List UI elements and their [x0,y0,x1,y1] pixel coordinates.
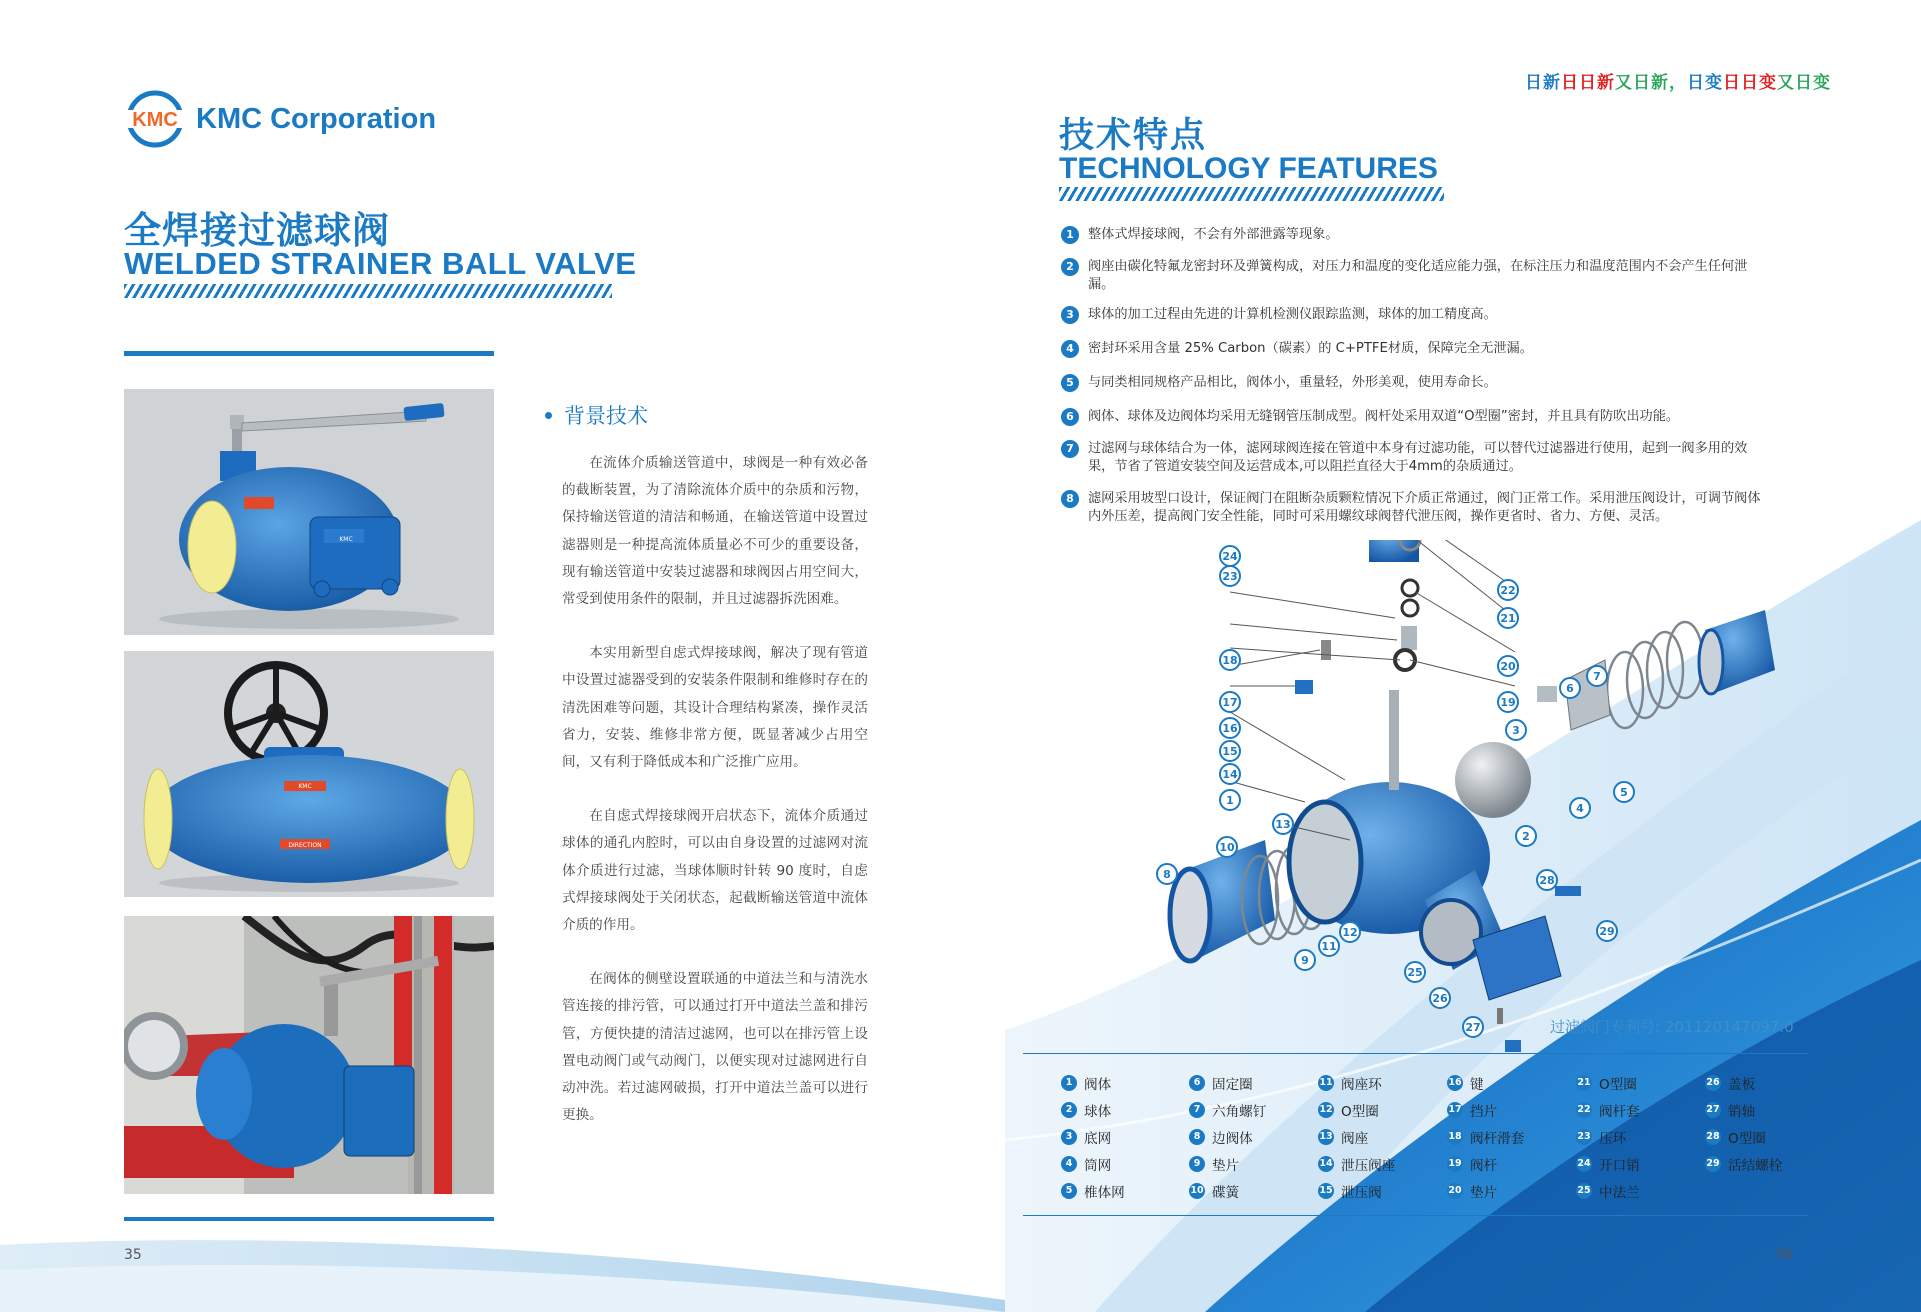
number-badge: 26 [1705,1075,1721,1091]
callout-marker: 17 [1219,691,1241,713]
number-badge: 22 [1576,1102,1592,1118]
paragraph: 在阀体的侧壁设置联通的中道法兰和与清洗水管连接的排污管，可以通过打开中道法兰盖和排污管，方便快捷的清洁过滤网，也可以在排污管上设置电动阀门或气动阀门，以便实现对过滤网进行自动冲洗。若过滤网破损，打开中道法兰盖可以进行更换。 [562,971,868,1124]
legend-item [1061,1069,1125,1096]
number-badge: 3 [1061,1129,1077,1145]
slogan-part: 日变 [1687,73,1723,93]
number-badge: 5 [1061,1183,1077,1199]
background-text [562,450,868,1156]
callout-marker: 10 [1216,836,1238,858]
part-name: 椎体网 [1084,1184,1125,1201]
paragraph: 在自虑式焊接球阀开启状态下，流体介质通过球体的通孔内腔时，可以由自身设置的过滤网对流体介质进行过滤，当球体顺时针转 90 度时，自虑式焊接球阀处于关闭状态，起截断输送管道中流体介质的作用。 [562,808,868,934]
legend-item [1318,1096,1395,1123]
callout-marker: 26 [1429,987,1451,1009]
part-name: 垫片 [1470,1184,1498,1201]
part-name: 盖板 [1728,1076,1756,1093]
number-badge: 24 [1576,1156,1592,1172]
right-page [1005,0,1921,1312]
number-badge: 6 [1061,408,1079,426]
legend-item [1189,1177,1266,1204]
number-badge: 15 [1318,1183,1334,1199]
slogan-part: 日日变 [1723,73,1777,93]
number-badge: 18 [1447,1129,1463,1145]
number-badge: 6 [1189,1075,1205,1091]
number-badge: 25 [1576,1183,1592,1199]
part-name: O型圈 [1341,1103,1379,1120]
callout-marker: 19 [1497,691,1519,713]
legend-column [1189,1069,1266,1204]
callout-marker: 21 [1497,607,1519,629]
legend-item [1705,1069,1782,1096]
section-rule [124,351,494,356]
patent-number: 过滤阀门专利号: 201120147097.0 [1550,1018,1794,1036]
product-photo-handwheel [124,651,494,897]
callout-marker: 20 [1497,655,1519,677]
number-badge: 11 [1318,1075,1334,1091]
number-badge: 27 [1705,1102,1721,1118]
direction-tag: KMC [339,536,353,543]
installation-photo [124,916,494,1194]
legend-item [1447,1069,1524,1096]
feature-item: 2 阀座由碳化特氟龙密封环及弹簧构成，对压力和温度的变化适应能力强，在标注压力和温度范围内不会产生任何泄漏。 [1061,258,1761,294]
kmc-tag: KMC [298,783,312,790]
legend-column [1705,1069,1782,1177]
background-section-heading [545,400,648,430]
part-name: 筒网 [1084,1157,1112,1174]
number-badge: 20 [1447,1183,1463,1199]
callout-marker: 22 [1497,579,1519,601]
part-name: 固定圈 [1212,1076,1253,1093]
callout-marker: 16 [1219,717,1241,739]
callout-marker: 14 [1219,763,1241,785]
number-badge: 28 [1705,1129,1721,1145]
part-name: 泄压阀座 [1341,1157,1396,1174]
number-badge: 4 [1061,1156,1077,1172]
part-name: 阀杆套 [1599,1103,1640,1120]
number-badge: 23 [1576,1129,1592,1145]
feature-item: 4 密封环采用含量 25% Carbon（碳素）的 C+PTFE材质，保障完全无泄漏。 [1061,340,1761,358]
product-photo-lever [124,389,494,635]
page-number: 35 [124,1247,142,1263]
part-name: 键 [1470,1076,1484,1093]
callout-marker: 15 [1219,740,1241,762]
feature-item: 3 球体的加工过程由先进的计算机检测仪跟踪监测，球体的加工精度高。 [1061,306,1761,324]
feature-item: 5 与同类相同规格产品相比，阀体小，重量轻，外形美观，使用寿命长。 [1061,374,1761,392]
legend-item [1318,1150,1395,1177]
callout-marker: 11 [1318,935,1340,957]
legend-item [1705,1123,1782,1150]
legend-item [1705,1096,1782,1123]
callout-marker: 13 [1272,813,1294,835]
slogan-part: 又日变 [1777,73,1831,93]
callout-marker: 5 [1613,781,1635,803]
callout-marker: 18 [1219,649,1241,671]
part-name: 六角螺钉 [1212,1103,1267,1120]
part-name: 垫片 [1212,1157,1240,1174]
direction-tag: DIRECTION [288,842,322,849]
paragraph: 在流体介质输送管道中，球阀是一种有效必备的截断装置，为了清除流体介质中的杂质和污物，保持输送管道的清洁和畅通，在输送管道中设置过滤器则是一种提高流体质量必不可少的重要设备，现有输送管道中安装过滤器和球阀因占用空间大，常受到使用条件的限制，并且过滤器拆洗困难。 [562,455,868,608]
legend-item [1576,1123,1640,1150]
feature-item: 7 过滤网与球体结合为一体，滤网球阀连接在管道中本身有过滤功能，可以替代过滤器进行使用，起到一阀多用的效果，节省了管道安装空间及运营成本,可以阻拦直径大于4mm的杂质通过。 [1061,440,1761,476]
number-badge: 13 [1318,1129,1334,1145]
number-badge: 29 [1705,1156,1721,1172]
callout-marker: 1 [1219,789,1241,811]
number-badge: 10 [1189,1183,1205,1199]
paragraph: 本实用新型自虑式焊接球阀，解决了现有管道中设置过滤器受到的安装条件限制和维修时存在的清洗困难等问题，其设计合理结构紧凑，操作灵活省力，安装、维修非常方便，既显著减少占用空间，又有利于降低成本和广泛推广应用。 [562,645,868,771]
legend-item [1447,1123,1524,1150]
number-badge: 7 [1189,1102,1205,1118]
callout-marker: 12 [1339,921,1361,943]
part-name: 阀体 [1084,1076,1112,1093]
slogan-part: 又日新， [1615,73,1687,93]
legend-item [1061,1150,1125,1177]
feature-item: 6 阀体、球体及边阀体均采用无缝钢管压制成型。阀杆处采用双道“O型圈”密封，并且具有防吹出功能。 [1061,408,1761,426]
callout-marker: 28 [1536,869,1558,891]
legend-column [1576,1069,1640,1204]
feature-item: 8 滤网采用坡型口设计，保证阀门在阻断杂质颗粒情况下介质正常通过，阀门正常工作。采用泄压阀设计，可调节阀体内外压差，提高阀门安全性能，同时可采用螺纹球阀替代泄压阀，操作更省时、省力、方便、灵活。 [1061,490,1761,526]
legend-item [1189,1069,1266,1096]
slogan-part: 日新 [1525,73,1561,93]
product-title-cn: 全焊接过滤球阀 [124,209,390,252]
callout-marker: 8 [1156,863,1178,885]
legend-item [1061,1096,1125,1123]
part-name: 开口销 [1599,1157,1640,1174]
number-badge: 21 [1576,1075,1592,1091]
callout-marker: 29 [1596,920,1618,942]
callout-marker: 23 [1219,565,1241,587]
part-name: 碟簧 [1212,1184,1240,1201]
legend-item [1189,1123,1266,1150]
slogan-text [1525,73,1831,93]
number-badge: 8 [1061,490,1079,508]
part-name: 活结螺栓 [1728,1157,1783,1174]
legend-column [1061,1069,1125,1204]
feature-item: 1 整体式焊接球阀，不会有外部泄露等现象。 [1061,226,1761,244]
part-name: 挡片 [1470,1103,1498,1120]
legend-item [1447,1096,1524,1123]
bullet-dot-icon [545,412,552,419]
part-name: 阀座 [1341,1130,1369,1147]
legend-item [1576,1069,1640,1096]
number-badge: 9 [1189,1156,1205,1172]
kmc-logo-icon [124,88,186,150]
tech-title-cn: 技术特点 [1059,116,1208,156]
part-name: 泄压阀 [1341,1184,1382,1201]
exploded-view-diagram [1005,540,1921,1060]
legend-item [1189,1096,1266,1123]
callout-marker: 6 [1559,677,1581,699]
part-name: 球体 [1084,1103,1112,1120]
number-badge: 19 [1447,1156,1463,1172]
slogan [1525,68,1831,93]
number-badge: 7 [1061,440,1079,458]
tech-title-en: TECHNOLOGY FEATURES [1059,152,1438,185]
number-badge: 3 [1061,306,1079,324]
legend-item [1576,1177,1640,1204]
legend-item [1447,1177,1524,1204]
legend-item [1061,1123,1125,1150]
part-name: O型圈 [1599,1076,1637,1093]
legend-item [1318,1177,1395,1204]
product-title-en: WELDED STRAINER BALL VALVE [124,246,637,281]
callout-marker: 4 [1569,797,1591,819]
legend-item [1189,1150,1266,1177]
hatch-divider [124,284,612,298]
number-badge: 2 [1061,1102,1077,1118]
company-logo [124,88,436,150]
company-name: KMC Corporation [196,102,437,135]
svg-text:KMC: KMC [132,109,178,131]
legend-item [1447,1150,1524,1177]
footer-rule [124,1217,494,1221]
hatch-divider [1059,187,1444,201]
part-name: 中法兰 [1599,1184,1640,1201]
callout-marker: 7 [1586,665,1608,687]
number-badge: 12 [1318,1102,1334,1118]
legend-item [1576,1150,1640,1177]
callout-marker: 25 [1404,961,1426,983]
number-badge: 8 [1189,1129,1205,1145]
part-name: 阀座环 [1341,1076,1382,1093]
part-name: 压环 [1599,1130,1627,1147]
page-number: 36 [1775,1247,1793,1263]
background-section-title: 背景技术 [564,404,648,428]
part-name: 销轴 [1728,1103,1756,1120]
legend-item [1576,1096,1640,1123]
number-badge: 1 [1061,1075,1077,1091]
number-badge: 4 [1061,340,1079,358]
number-badge: 14 [1318,1156,1334,1172]
part-name: 边阀体 [1212,1130,1253,1147]
number-badge: 2 [1061,258,1079,276]
callout-marker: 2 [1515,825,1537,847]
legend-column [1318,1069,1395,1204]
number-badge: 17 [1447,1102,1463,1118]
callout-marker: 3 [1505,719,1527,741]
part-name: O型圈 [1728,1130,1766,1147]
legend-column [1447,1069,1524,1204]
number-badge: 5 [1061,374,1079,392]
legend-item [1318,1069,1395,1096]
slogan-part: 日日新 [1561,73,1615,93]
legend-item [1705,1150,1782,1177]
number-badge: 1 [1061,226,1079,244]
callout-marker: 27 [1462,1016,1484,1038]
number-badge: 16 [1447,1075,1463,1091]
part-name: 底网 [1084,1130,1112,1147]
part-name: 阀杆滑套 [1470,1130,1525,1147]
legend-item [1061,1177,1125,1204]
callout-marker: 9 [1294,949,1316,971]
part-name: 阀杆 [1470,1157,1498,1174]
legend-item [1318,1123,1395,1150]
callout-marker: 24 [1219,545,1241,567]
parts-legend [1023,1053,1808,1216]
